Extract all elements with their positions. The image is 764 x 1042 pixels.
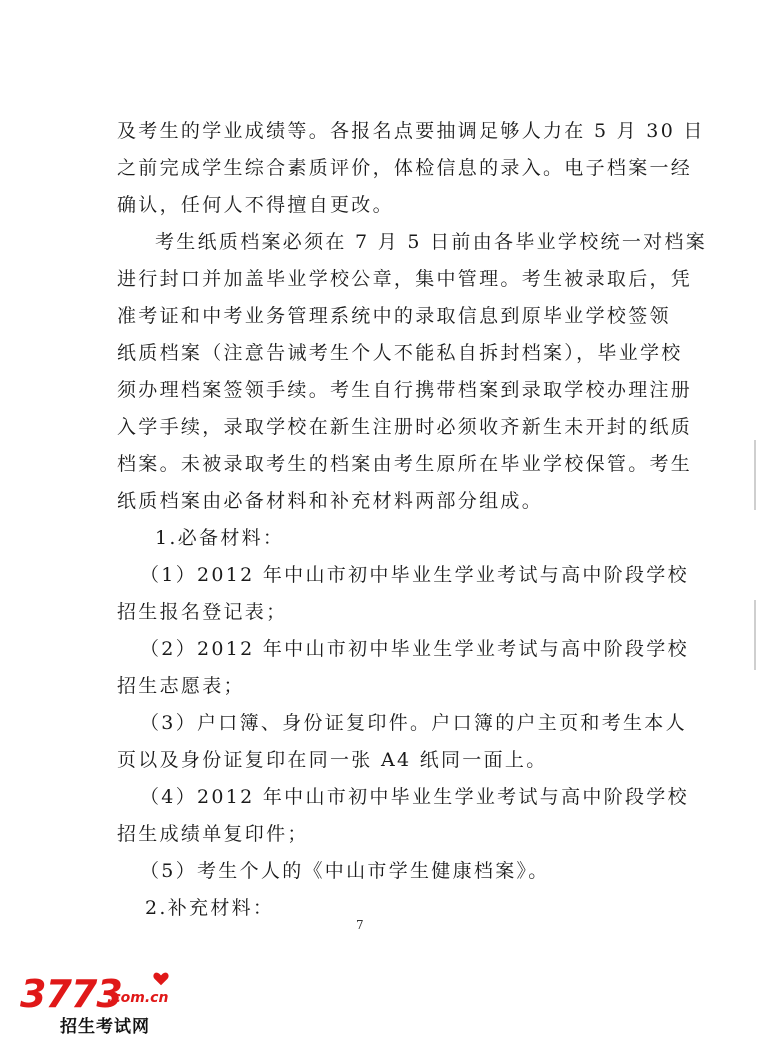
list-item: （5）考生个人的《中山市学生健康档案》。 bbox=[140, 860, 550, 882]
watermark-number: 3773 bbox=[20, 972, 122, 1016]
heart-icon bbox=[152, 970, 170, 988]
text-line: 入学手续，录取学校在新生注册时必须收齐新生未开封的纸质 bbox=[117, 416, 693, 438]
text-line: 考生纸质档案必须在 7 月 5 日前由各毕业学校统一对档案 bbox=[155, 231, 708, 253]
watermark-site-name: 招生考试网 bbox=[60, 1017, 150, 1037]
text-line: 确认，任何人不得擅自更改。 bbox=[117, 194, 394, 216]
text-line: 档案。未被录取考生的档案由考生原所在毕业学校保管。考生 bbox=[117, 453, 693, 475]
text-line: 招生志愿表； bbox=[117, 675, 245, 697]
text-line: 招生成绩单复印件； bbox=[117, 823, 309, 845]
text-line: 准考证和中考业务管理系统中的录取信息到原毕业学校签领 bbox=[117, 305, 671, 327]
page-number: 7 bbox=[356, 918, 364, 932]
scan-edge-shadow bbox=[754, 600, 756, 670]
text-line: 须办理档案签领手续。考生自行携带档案到录取学校办理注册 bbox=[117, 379, 693, 401]
watermark-domain: .com.cn bbox=[107, 990, 169, 1006]
text-line: 招生报名登记表； bbox=[117, 601, 288, 623]
site-watermark bbox=[20, 968, 170, 1038]
list-item: （4）2012 年中山市初中毕业生学业考试与高中阶段学校 bbox=[140, 786, 689, 808]
text-line: 纸质档案由必备材料和补充材料两部分组成。 bbox=[117, 490, 544, 512]
text-line: 进行封口并加盖毕业学校公章，集中管理。考生被录取后，凭 bbox=[117, 268, 693, 290]
list-item: （2）2012 年中山市初中毕业生学业考试与高中阶段学校 bbox=[140, 638, 689, 660]
scan-edge-shadow bbox=[754, 440, 756, 510]
list-item: （1）2012 年中山市初中毕业生学业考试与高中阶段学校 bbox=[140, 564, 689, 586]
section-heading: 2.补充材料： bbox=[145, 897, 275, 919]
text-line: 及考生的学业成绩等。各报名点要抽调足够人力在 5 月 30 日 bbox=[117, 120, 705, 142]
text-line: 页以及身份证复印在同一张 A4 纸同一面上。 bbox=[117, 749, 548, 771]
section-heading: 1.必备材料： bbox=[155, 527, 285, 549]
list-item: （3）户口簿、身份证复印件。户口簿的户主页和考生本人 bbox=[140, 712, 687, 734]
text-line: 之前完成学生综合素质评价，体检信息的录入。电子档案一经 bbox=[117, 157, 693, 179]
text-line: 纸质档案（注意告诫考生个人不能私自拆封档案），毕业学校 bbox=[117, 342, 683, 364]
